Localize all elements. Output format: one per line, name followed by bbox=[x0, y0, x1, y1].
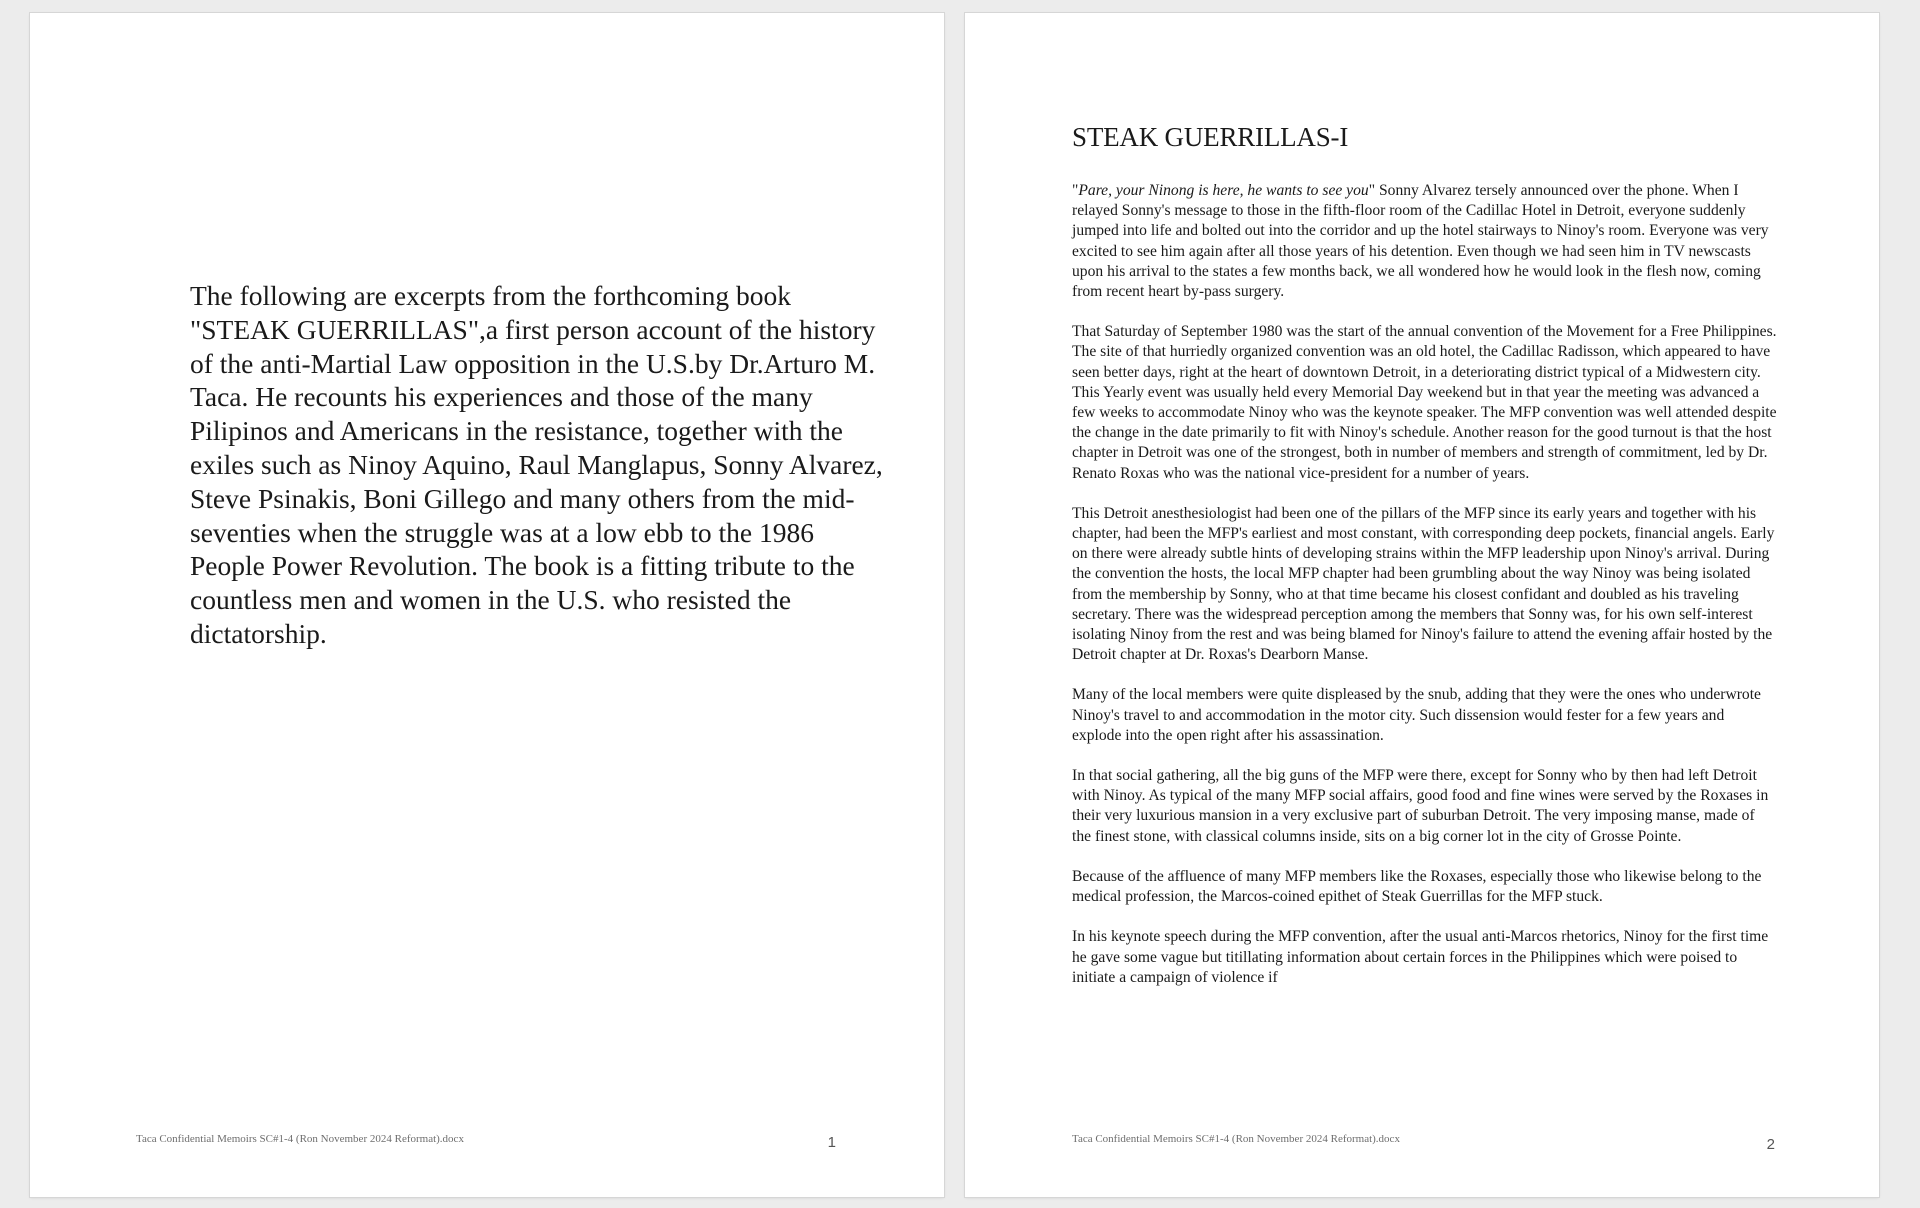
page-footer-filename: Taca Confidential Memoirs SC#1-4 (Ron November 2024 Reformat).docx bbox=[1072, 1133, 1400, 1145]
paragraph-1: "Pare, your Ninong is here, he wants to see you" Sonny Alvarez tersely announced over the phone. When I relayed Sonny's message to those in the fifth-floor room of the Cadillac Hotel in Detroit, everyone suddenly jumped into life and bolted out into the corridor and up the hotel stairways to Ninoy's room. Everyone was very excited to see him again after all those years of his detention. Even though we had seen him in TV newscasts upon his arrival to the states a few months back, we all wondered how he would look in the flesh now, coming from recent heart by-pass surgery. bbox=[1072, 182, 1769, 301]
chapter-body bbox=[1072, 181, 1777, 988]
paragraph-1-text: Sonny Alvarez tersely announced over the phone. When I relayed Sonny's message to those in the fifth-floor room of the Cadillac Hotel in Detroit, everyone suddenly jumped into life and bolted out into the corridor and up the hotel stairways to Ninoy's room. Everyone was very excited to see him again after all those years of his detention. Even though we had seen him in TV newscasts upon his arrival to the states a few months back, we all wondered how he would look in the flesh now, coming from recent heart by-pass surgery. bbox=[1072, 182, 1769, 301]
page-number: 1 bbox=[827, 1134, 836, 1151]
paragraph-4: Many of the local members were quite displeased by the snub, adding that they were the ones who underwrote Ninoy's travel to and accommodation in the motor city. Such dissension would fester for a few years and explode into the open right after his assassination. bbox=[1072, 686, 1761, 744]
paragraph-7: In his keynote speech during the MFP convention, after the usual anti-Marcos rhetorics, Ninoy for the first time he gave some vague but titillating information about certain forces in the Philippines which were poised to initiate a campaign of violence if bbox=[1072, 928, 1769, 986]
document-page-2 bbox=[965, 13, 1879, 1197]
paragraph-5: In that social gathering, all the big guns of the MFP were there, except for Sonny who by then had left Detroit with Ninoy. As typical of the many MFP social affairs, good food and fine wines were served by the Roxases in their very luxurious mansion in a very exclusive part of suburban Detroit. The very imposing manse, made of the finest stone, with classical columns inside, sits on a big corner lot in the city of Grosse Pointe. bbox=[1072, 767, 1769, 845]
paragraph-3: This Detroit anesthesiologist had been one of the pillars of the MFP since its early years and together with his chapter, had been the MFP's earliest and most constant, with corresponding deep pockets, financial angels. Early on there were already subtle hints of developing strains within the MFP leadership upon Ninoy's arrival. During the convention the hosts, the local MFP chapter had been grumbling about the way Ninoy was being isolated from the membership by Sonny, who at that time became his closest confidant and doubled as his traveling secretary. There was the widespread perception among the members that Sonny was, for his own self-interest isolating Ninoy from the rest and was being blamed for Ninoy's failure to attend the evening affair hosted by the Detroit chapter at Dr. Roxas's Dearborn Manse. bbox=[1072, 504, 1775, 664]
paragraph-2: That Saturday of September 1980 was the start of the annual convention of the Movement for a Free Philippines. The site of that hurriedly organized convention was an old hotel, the Cadillac Radisson, which appeared to have seen better days, right at the heart of downtown Detroit, in a deteriorating district typical of a Midwestern city. This Yearly event was usually held every Memorial Day weekend but in that year the meeting was advanced a few weeks to accommodate Ninoy who was the keynote speaker. The MFP convention was well attended despite the change in the date primarily to fit with Ninoy's schedule. Another reason for the good turnout is that the host chapter in Detroit was one of the strongest, both in number of members and strength of commitment, led by Dr. Renato Roxas who was the national vice-president for a number of years. bbox=[1072, 323, 1777, 482]
intro-paragraph: The following are excerpts from the forthcoming book "STEAK GUERRILLAS",a first person account of the history of the anti-Martial Law opposition in the U.S.by Dr.Arturo M. Taca. He recounts his experiences and those of the many Pilipinos and Americans in the resistance, together with the exiles such as Ninoy Aquino, Raul Manglapus, Sonny Alvarez, Steve Psinakis, Boni Gillego and many others from the mid-seventies when the struggle was at a low ebb to the 1986 People Power Revolution. The book is a fitting tribute to the countless men and women in the U.S. who resisted the dictatorship. bbox=[190, 280, 883, 649]
document-page-1 bbox=[30, 13, 944, 1197]
page-number: 2 bbox=[1766, 1136, 1775, 1153]
quote-text: Pare, your Ninong is here, he wants to see you bbox=[1078, 182, 1369, 199]
chapter-title: STEAK GUERRILLAS-I bbox=[1072, 122, 1349, 152]
page-footer-filename: Taca Confidential Memoirs SC#1-4 (Ron November 2024 Reformat).docx bbox=[136, 1133, 464, 1145]
paragraph-6: Because of the affluence of many MFP members like the Roxases, especially those who likewise belong to the medical profession, the Marcos-coined epithet of Steak Guerrillas for the MFP stuck. bbox=[1072, 867, 1762, 906]
